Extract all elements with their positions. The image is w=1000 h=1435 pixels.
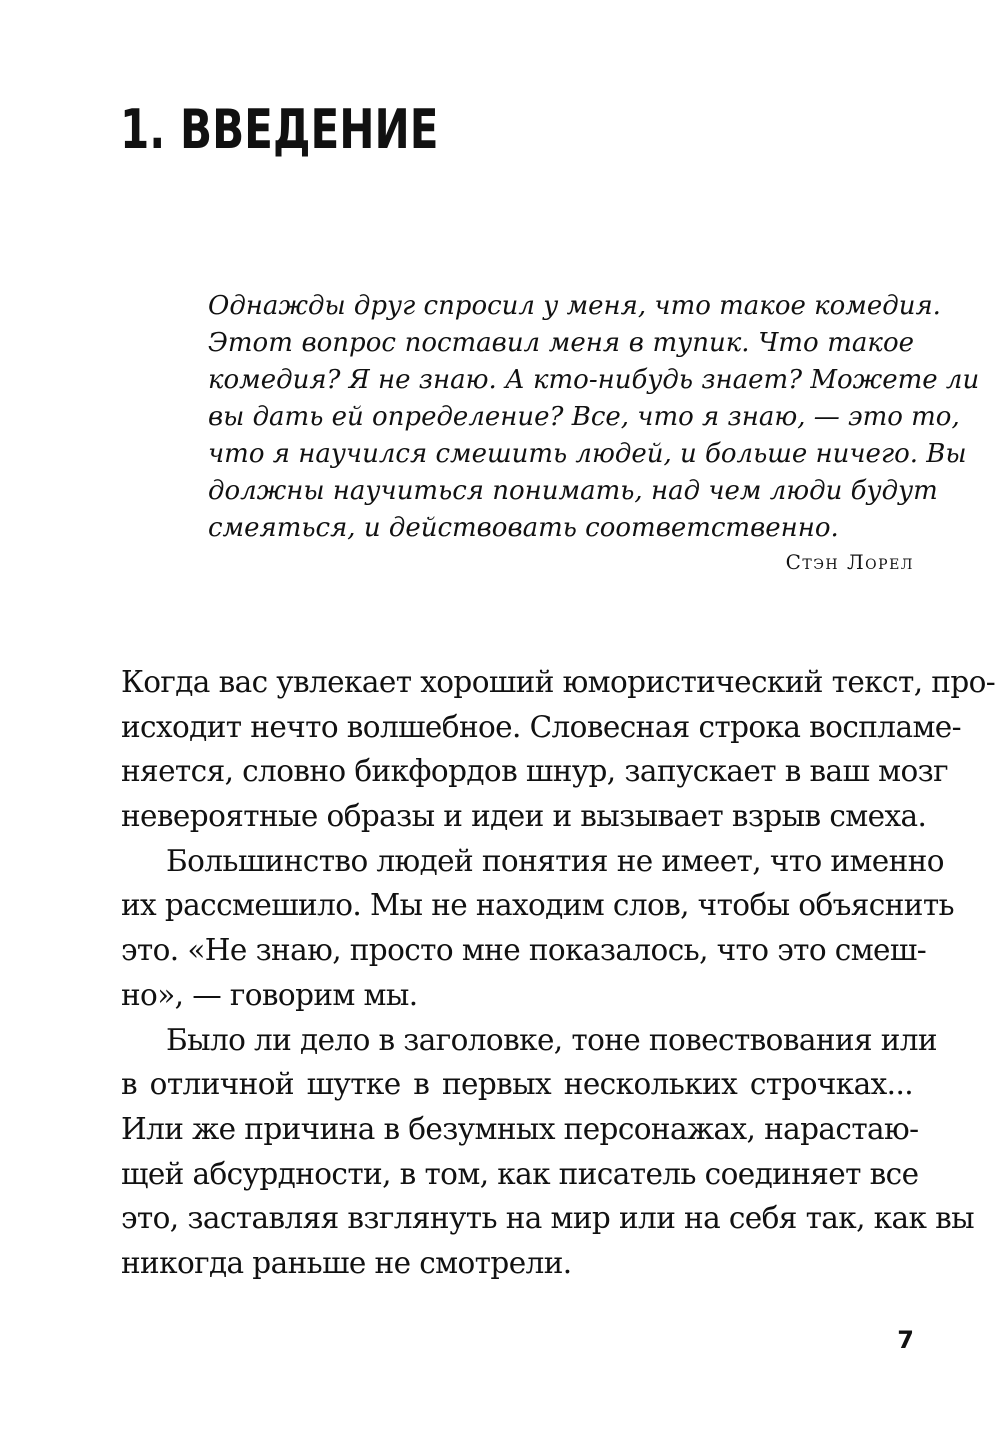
body-line: Или же причина в безумных персонажах, нарастаю-: [121, 1111, 919, 1146]
body-line: исходит нечто волшебное. Словесная строка воспламе-: [121, 709, 962, 744]
body-line: невероятные образы и идеи и вызывает взрыв смеха.: [121, 799, 927, 834]
epigraph-line: комедия? Я не знаю. А кто-нибудь знает? Можете ли: [208, 365, 980, 395]
body-line: но», — говорим мы.: [121, 977, 418, 1012]
epigraph: [208, 288, 980, 547]
body-text: [121, 660, 996, 1286]
body-line: щей абсурдности, в том, как писатель соединяет все: [121, 1156, 919, 1191]
epigraph-line: что я научился смешить людей, и больше ничего. Вы: [208, 439, 967, 469]
body-line: Большинство людей понятия не имеет, что именно: [166, 843, 944, 878]
body-line: никогда раньше не смотрели.: [121, 1245, 572, 1280]
epigraph-author: Стэн Лорел: [785, 550, 914, 574]
chapter-title: 1. ВВЕДЕНИЕ: [120, 98, 439, 161]
body-line: Когда вас увлекает хороший юмористический текст, про-: [121, 665, 996, 699]
epigraph-line: должны научиться понимать, над чем люди будут: [208, 476, 938, 506]
body-line: Было ли дело в заголовке, тоне повествования или: [166, 1022, 937, 1057]
epigraph-line: Однажды друг спросил у меня, что такое комедия.: [208, 291, 941, 321]
body-line: в отличной шутке в первых нескольких строчках...: [121, 1067, 913, 1102]
body-line: это, заставляя взглянуть на мир или на себя так, как вы: [121, 1201, 975, 1236]
body-line: няется, словно бикфордов шнур, запускает в ваш мозг: [121, 754, 948, 789]
page-number: 7: [897, 1326, 914, 1354]
epigraph-line: смеяться, и действовать соответственно.: [208, 513, 839, 543]
epigraph-line: вы дать ей определение? Все, что я знаю, — это то,: [208, 402, 960, 432]
body-line: их рассмешило. Мы не находим слов, чтобы объяснить: [121, 888, 955, 923]
body-line: это. «Не знаю, просто мне показалось, что это смеш-: [121, 933, 927, 968]
epigraph-line: Этот вопрос поставил меня в тупик. Что такое: [208, 328, 914, 358]
